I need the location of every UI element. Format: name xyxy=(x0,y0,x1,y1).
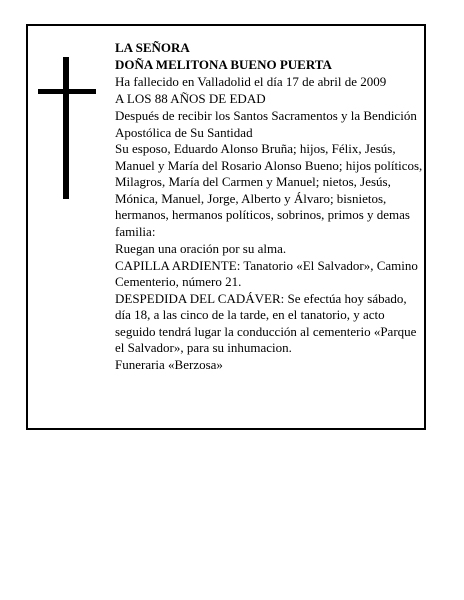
funeral-home: Funeraria «Berzosa» xyxy=(115,356,223,372)
death-statement: Ha fallecido en Valladolid el día 17 de abril de 2009 xyxy=(115,74,387,89)
honorific: LA SEÑORA xyxy=(115,40,190,55)
cross-vertical-bar xyxy=(63,57,69,199)
deceased-name: DOÑA MELITONA BUENO PUERTA xyxy=(115,56,332,72)
age-statement: A LOS 88 AÑOS DE EDAD xyxy=(115,90,266,106)
notice-text xyxy=(115,40,425,373)
cross-horizontal-bar xyxy=(38,89,96,94)
family-list: Su esposo, Eduardo Alonso Bruña; hijos, Félix, Jesús, Manuel y María del Rosario Alonso Bueno; hijos políticos, Milagros, María del Carmen y Manuel; nietos, Jesús, Mónica, Manuel, Jorge, Alberto y Álvaro; bisnietos, hermanos, hermanos políticos, sobrinos, primos y demas familia: xyxy=(115,141,423,239)
cross-icon xyxy=(38,57,96,199)
farewell-info: DESPEDIDA DEL CADÁVER: Se efectúa hoy sábado, día 18, a las cinco de la tarde, en el tanatorio, y acto seguido tendrá lugar la conducción al cementerio «Parque el Salvador», para su inhumacion. xyxy=(115,290,417,355)
chapel-info: CAPILLA ARDIENTE: Tanatorio «El Salvador», Camino Cementerio, número 21. xyxy=(115,257,418,289)
obituary-notice xyxy=(26,24,426,430)
prayer-request: Ruegan una oración por su alma. xyxy=(115,241,287,256)
sacraments-statement: Después de recibir los Santos Sacramentos y la Bendición Apostólica de Su Santidad xyxy=(115,108,417,140)
